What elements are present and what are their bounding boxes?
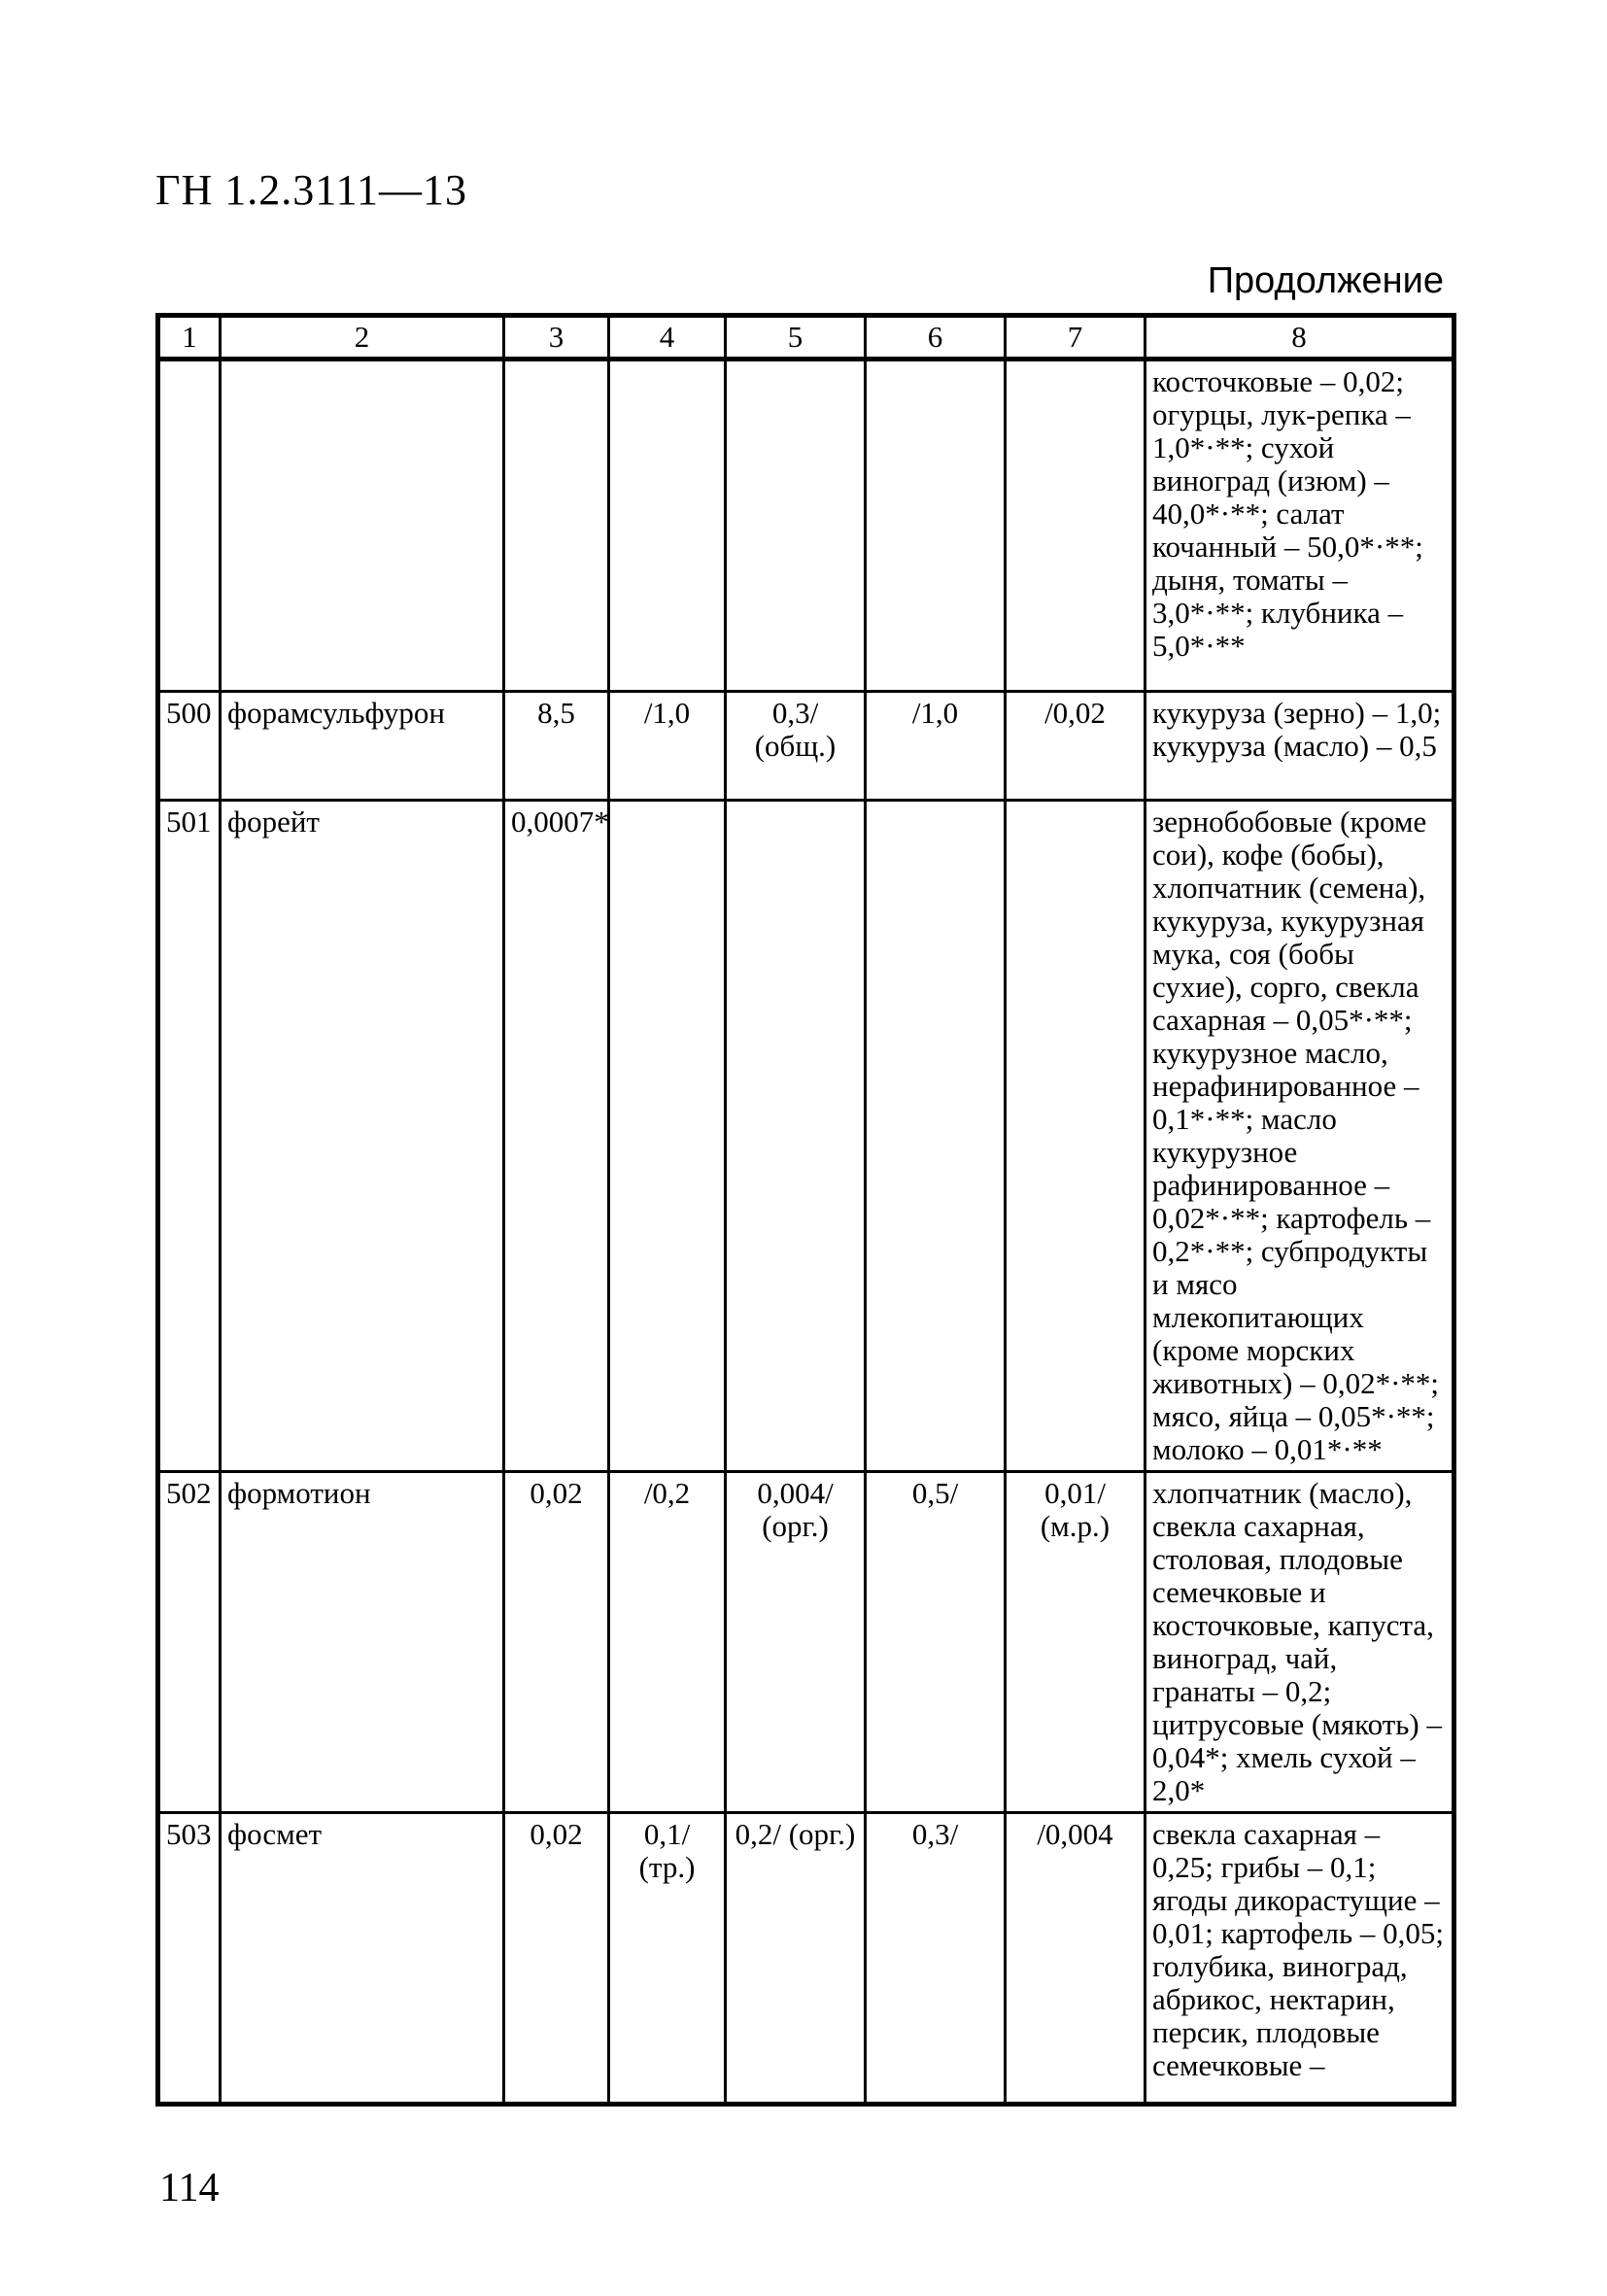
- cell-col5: 0,3/ (общ.): [726, 692, 866, 801]
- substance-name: форейт: [221, 801, 504, 1472]
- cell-col6: [866, 801, 1006, 1472]
- cell-col3: 8,5: [504, 692, 609, 801]
- cell-col3: 0,0007*: [504, 801, 609, 1472]
- cell-col3: [504, 360, 609, 692]
- hygienic-norms-table: [155, 313, 1456, 2107]
- table-row: [158, 1813, 1454, 2105]
- row-number: 503: [158, 1813, 221, 2105]
- cell-col6: [866, 360, 1006, 692]
- cell-col7: [1006, 360, 1145, 692]
- table-header-row: [158, 316, 1454, 360]
- cell-col8: хлопчатник (масло), свекла сахарная, столовая, плодовые семечковые и косточковые, капуста, виноград, чай, гранаты – 0,2; цитрусовые (мякоть) – 0,04*; хмель сухой – 2,0*: [1145, 1472, 1454, 1813]
- cell-col3: 0,02: [504, 1472, 609, 1813]
- cell-col4: [609, 801, 726, 1472]
- table-row: [158, 360, 1454, 692]
- substance-name: формотион: [221, 1472, 504, 1813]
- cell-col5: [726, 801, 866, 1472]
- cell-col4: 0,1/ (тр.): [609, 1813, 726, 2105]
- cell-col7: /0,004: [1006, 1813, 1145, 2105]
- table-row: [158, 692, 1454, 801]
- cell-col6: 0,3/: [866, 1813, 1006, 2105]
- cell-col8: зернобобовые (кроме сои), кофе (бобы), хлопчатник (семена), кукуруза, кукурузная мука, соя (бобы сухие), сорго, свекла сахарная – 0,05*·**; кукурузное масло, нерафинированное – 0,1*·**; масло кукурузное рафинированное – 0,02*·**; картофель – 0,2*·**; субпродукты и мясо млекопитающих (кроме морских животных) – 0,02*·**; мясо, яйца – 0,05*·**; молоко – 0,01*·**: [1145, 801, 1454, 1472]
- document-code: ГН 1.2.3111—13: [155, 166, 467, 214]
- cell-col5: 0,004/ (орг.): [726, 1472, 866, 1813]
- cell-col5: 0,2/ (орг.): [726, 1813, 866, 2105]
- column-header: 7: [1006, 316, 1145, 360]
- substance-name: фосмет: [221, 1813, 504, 2105]
- column-header: 2: [221, 316, 504, 360]
- table-row: [158, 1472, 1454, 1813]
- column-header: 5: [726, 316, 866, 360]
- cell-col4: /0,2: [609, 1472, 726, 1813]
- table-row: [158, 801, 1454, 1472]
- page-number: 114: [159, 2166, 220, 2210]
- column-header: 1: [158, 316, 221, 360]
- cell-col7: 0,01/ (м.р.): [1006, 1472, 1145, 1813]
- row-number: 502: [158, 1472, 221, 1813]
- substance-name: форамсульфурон: [221, 692, 504, 801]
- row-number: 501: [158, 801, 221, 1472]
- cell-col8: свекла сахарная – 0,25; грибы – 0,1; ягоды дикорастущие – 0,01; картофель – 0,05; голубика, виноград, абрикос, нектарин, персик, плодовые семечковые –: [1145, 1813, 1454, 2105]
- cell-col8: кукуруза (зерно) – 1,0; кукуруза (масло) – 0,5: [1145, 692, 1454, 801]
- column-header: 4: [609, 316, 726, 360]
- cell-col5: [726, 360, 866, 692]
- cell-col6: /1,0: [866, 692, 1006, 801]
- cell-col4: [609, 360, 726, 692]
- continuation-label: Продолжение: [1207, 260, 1444, 301]
- cell-col8: косточковые – 0,02; огурцы, лук-репка –1,0*·**; сухой виноград (изюм) – 40,0*·**; салат кочанный – 50,0*·**; дыня, томаты – 3,0*·**; клубника – 5,0*·**: [1145, 360, 1454, 692]
- row-number: 500: [158, 692, 221, 801]
- column-header: 8: [1145, 316, 1454, 360]
- column-header: 3: [504, 316, 609, 360]
- cell-col4: /1,0: [609, 692, 726, 801]
- column-header: 6: [866, 316, 1006, 360]
- cell-col3: 0,02: [504, 1813, 609, 2105]
- substance-name: [221, 360, 504, 692]
- cell-col7: /0,02: [1006, 692, 1145, 801]
- row-number: [158, 360, 221, 692]
- cell-col7: [1006, 801, 1145, 1472]
- cell-col6: 0,5/: [866, 1472, 1006, 1813]
